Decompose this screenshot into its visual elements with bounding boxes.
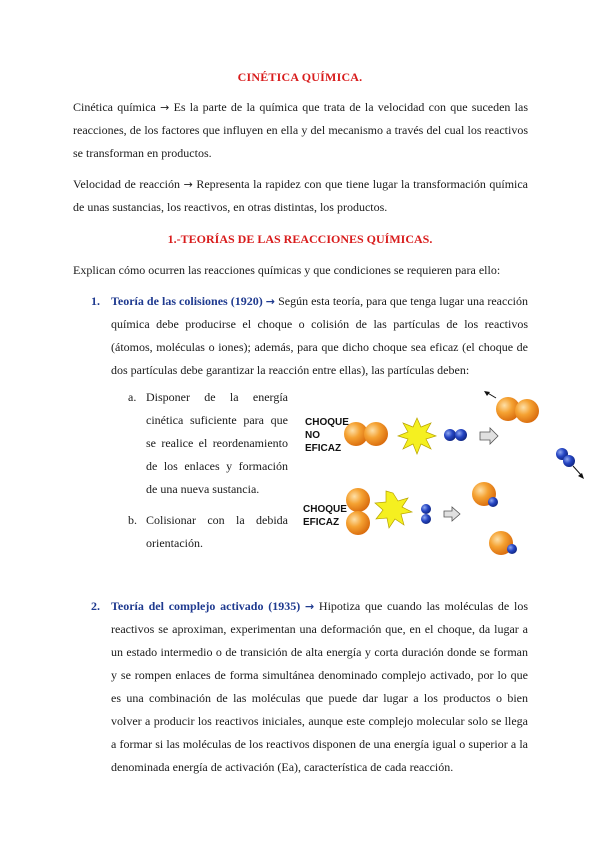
section-title: 1.-TEORÍAS DE LAS REACCIONES QUÍMICAS. (167, 232, 433, 246)
intro-paragraph: Explican cómo ocurren las reacciones químicas y que condiciones se requieren para ello: (73, 263, 501, 277)
sub-item-letter: b. (128, 513, 137, 527)
collision-star-icon (398, 418, 436, 454)
label-effective-1: CHOQUE (303, 504, 347, 515)
product-molecule-2 (489, 531, 517, 555)
collision-star-icon (375, 491, 412, 528)
product-molecule-1 (472, 482, 498, 507)
reactant-molecule-ineffective (344, 422, 388, 446)
arrow-icon: → (265, 295, 276, 308)
definition-kinetics: Es la parte de la química que trata de la velocidad con que suceden las reacciones, de los factores que influyen en ella y del mecanismo a través del cual los reactivos se transforman en productos. (73, 100, 528, 160)
arrowhead-icon (578, 473, 584, 479)
sub-item-letter: a. (128, 390, 137, 404)
activated-complex-text: Hipotiza que cuando las moléculas de los reactivos se aproximan, experimentan una deformación que, en el choque, da lugar a un estado intermedio o de transición de alta energía y corta duración donde se forman y se rompen enlaces de forma simultánea denominado complejo activado, por lo que es una combinación de las moléculas que puede dar lugar a los productos o bien volver a producir los reactivos iniciales, aunque este complejo molecular solo se llega a formar si las moléculas de los reactivos disponen de una energía igual o superior a la denominada energía de activación (Ea), característica de cada reacción. (111, 599, 529, 774)
paragraph-reaction-rate (73, 173, 528, 219)
reactant-molecule-effective (346, 488, 370, 535)
label-ineffective-3: EFICAZ (305, 443, 342, 454)
label-effective-2: EFICAZ (303, 517, 340, 528)
orange-molecule-product (496, 397, 539, 423)
collision-theory-text: Según esta teoría, para que tenga lugar una reacción química debe producirse el choque o colisión de las partículas de los reactivos (átomos, moléculas o iones); además, para que dicho choque sea eficaz (el choque de dos partículas debe garantizar la reacción entre ellas), las partículas deben: (111, 294, 528, 377)
collision-theory-heading: Teoría de las colisiones (1920) (111, 294, 263, 308)
arrow-icon: → (183, 178, 193, 191)
sub-item-text: Disponer de la energía cinética suficiente para que se realice el reordenamiento de los enlaces y formación de una nueva sustancia. (146, 390, 288, 496)
page-title: CINÉTICA QUÍMICA. (237, 70, 363, 84)
blue-molecule-ineffective (444, 429, 467, 441)
term-kinetics: Cinética química (73, 100, 156, 114)
activated-complex-heading: Teoría del complejo activado (1935) (111, 599, 301, 613)
list-number: 1. (91, 294, 100, 308)
arrow-right-icon (444, 507, 460, 521)
definition-reaction-rate: Representa la rapidez con que tiene lugar la transformación química de unas sustancias, los reactivos, en otras distintas, los productos. (73, 177, 529, 214)
collision-diagram (300, 388, 600, 588)
label-ineffective-1: CHOQUE (305, 417, 349, 428)
arrow-icon: → (160, 101, 170, 114)
label-ineffective-2: NO (305, 430, 320, 441)
arrow-icon: → (304, 600, 315, 613)
list-item-body (111, 595, 528, 779)
list-item-body (111, 290, 528, 382)
sub-item-text: Colisionar con la debida orientación. (146, 513, 288, 550)
blue-molecule-effective (421, 504, 431, 524)
term-reaction-rate: Velocidad de reacción (73, 177, 181, 191)
paragraph-kinetics (73, 96, 528, 165)
arrow-right-icon (480, 428, 498, 444)
list-number: 2. (91, 599, 100, 613)
blue-molecule-product (556, 448, 575, 467)
